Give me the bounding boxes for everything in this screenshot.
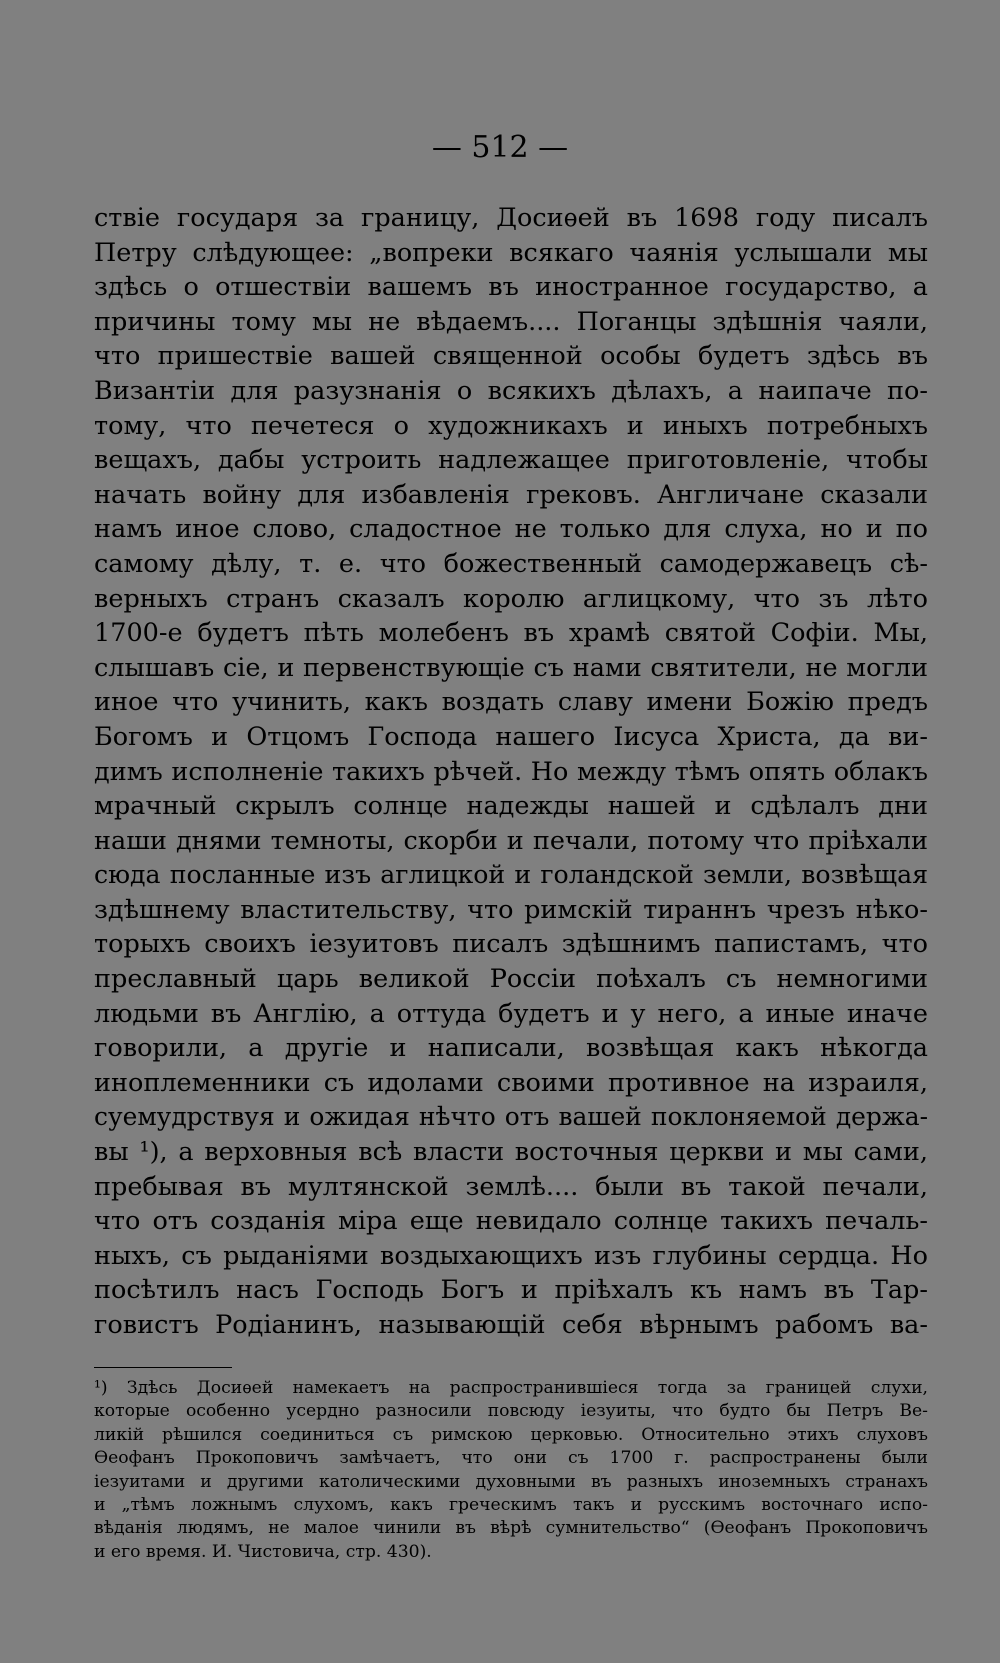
text-line: что пришествіе вашей священной особы будетъ здѣсь въ [94,341,928,372]
text-line: 1700-е будетъ пѣть молебенъ въ храмѣ святой Софіи. Мы, [94,618,928,649]
text-line: мрачный скрылъ солнце надежды нашей и сдѣлалъ дни [94,791,928,822]
text-line: самому дѣлу, т. е. что божественный самодержавецъ сѣ- [94,548,928,579]
footnote-line: вѣданія людямъ, не малое чинили въ вѣрѣ сумнительство“ (Ѳеофанъ Прокоповичъ [94,1518,928,1539]
text-line: здѣсь о отшествіи вашемъ въ иностранное государство, а [94,272,928,303]
text-line: причины тому мы не вѣдаемъ.... Поганцы здѣшнія чаяли, [94,306,928,337]
footnote-line: ликій рѣшился соединиться съ римскою церковью. Относительно этихъ слуховъ [94,1424,928,1445]
text-line: верныхъ странъ сказалъ королю аглицкому, что зъ лѣто [94,583,928,614]
text-line: иноплеменники съ идолами своими противное на израиля, [94,1067,928,1098]
text-line: ныхъ, съ рыданіями воздыхающихъ изъ глубины сердца. Но [94,1240,928,1271]
text-line: вы ¹), а верховныя всѣ власти восточныя церкви и мы сами, [94,1137,928,1168]
text-line: намъ иное слово, сладостное не только для слуха, но и по [94,514,928,545]
text-line: иное что учинить, какъ воздать славу имени Божію предъ [94,687,928,718]
footnote-line: и „тѣмъ ложнымъ слухомъ, какъ греческимъ такъ и русскимъ восточнаго испо- [94,1494,928,1515]
text-line: начать войну для избавленія грековъ. Англичане сказали [94,479,928,510]
text-line: людьми въ Англію, а оттуда будетъ и у него, а иные иначе [94,998,928,1029]
footnote [94,1377,928,1564]
text-line: Богомъ и Отцомъ Господа нашего Іисуса Христа, да ви- [94,721,928,752]
text-line: суемудрствуя и ожидая нѣчто отъ вашей поклоняемой держа- [94,1102,928,1132]
text-line: Петру слѣдующее: „вопреки всякаго чаянія услышали мы [94,237,928,268]
text-line: тому, что печетеся о художникахъ и иныхъ потребныхъ [94,410,928,441]
text-line: что отъ созданія міра еще невидало солнце такихъ печаль- [94,1206,928,1237]
text-line: слышавъ сіе, и первенствующіе съ нами святители, не могли [94,652,928,683]
main-text [94,201,928,1343]
footnote-line: ¹) Здѣсь Досиѳей намекаетъ на распространившіеся тогда за границей слухи, [94,1378,928,1398]
page-number: — 512 — [431,130,569,165]
footnote-line: Ѳеофанъ Прокоповичъ замѣчаетъ, что они съ 1700 г. распространены были [94,1448,928,1469]
text-line: Византіи для разузнанія о всякихъ дѣлахъ, а наипаче по- [94,375,928,406]
text-line: вещахъ, дабы устроить надлежащее приготовленіе, чтобы [94,445,928,476]
text-line: здѣшнему властительству, что римскій тираннъ чрезъ нѣко- [94,894,928,925]
footnote-line: іезуитами и другими католическими духовными въ разныхъ иноземныхъ странахъ [94,1471,928,1492]
text-line: торыхъ своихъ іезуитовъ писалъ здѣшнимъ папистамъ, что [94,929,928,960]
text-line: сюда посланные изъ аглицкой и голандской земли, возвѣщая [94,860,928,890]
text-line: преславный царь великой Россіи поѣхалъ съ немногими [94,964,928,995]
footnote-line: и его время. И. Чистовича, стр. 430). [94,1541,432,1562]
text-line: наши днями темноты, скорби и печали, потому что пріѣхали [94,825,928,856]
text-line: димъ исполненіе такихъ рѣчей. Но между тѣмъ опять облакъ [94,756,928,787]
text-line: посѣтилъ насъ Господь Богъ и пріѣхалъ къ намъ въ Тар- [94,1275,928,1306]
text-line: ствіе государя за границу, Досиѳей въ 1698 году писалъ [94,203,928,233]
footnote-line: которые особенно усердно разносили повсюду іезуиты, что будто бы Петръ Ве- [94,1401,928,1422]
text-line: говорили, а другіе и написали, возвѣщая какъ нѣкогда [94,1033,928,1064]
text-line: говистъ Родіанинъ, называющій себя вѣрнымъ рабомъ ва- [94,1310,928,1340]
footnote-divider [94,1367,232,1368]
text-line: пребывая въ мултянской землѣ.... были въ такой печали, [94,1171,928,1202]
